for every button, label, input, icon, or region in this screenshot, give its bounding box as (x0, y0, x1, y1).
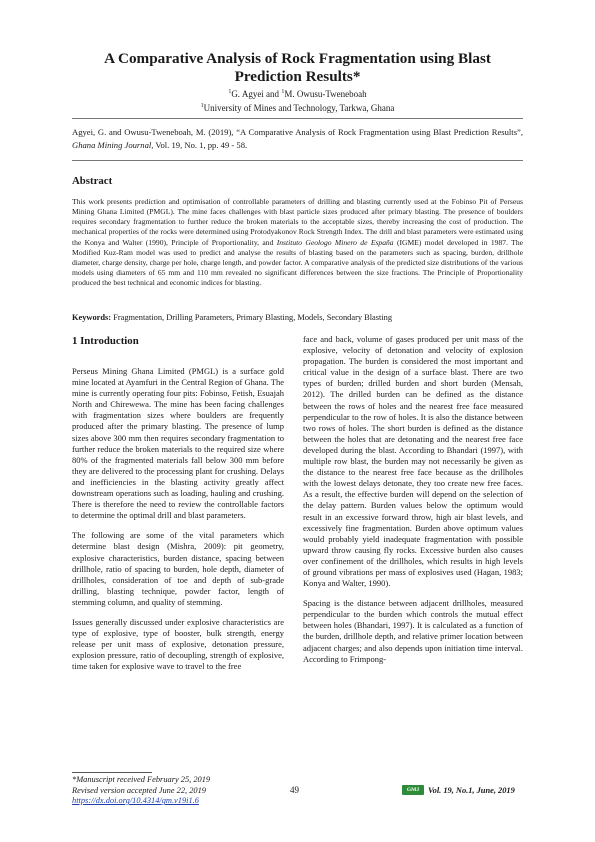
author-first: G. Agyei and (231, 89, 282, 99)
author-sup-1: 1 (228, 89, 232, 95)
footnote-accepted: Revised version accepted June 22, 2019 (72, 785, 206, 795)
title-line-1: A Comparative Analysis of Rock Fragmentation using Blast (104, 50, 491, 67)
abstract-text (72, 197, 523, 288)
journal-footer (402, 785, 515, 795)
section-heading-introduction: 1 Introduction (72, 335, 139, 347)
affiliation-sup: 1 (200, 102, 204, 109)
keywords (72, 312, 523, 323)
citation-rule (72, 160, 523, 161)
citation-after: Vol. 19, No. 1, pp. 49 - 58. (153, 139, 248, 150)
author-sup-2: 1 (281, 89, 285, 95)
title-line-2: Prediction Results* (234, 68, 361, 85)
authors-block (60, 87, 535, 114)
top-rule (72, 118, 523, 119)
citation-before: Agyei, G. and Owusu-Tweneboah, M. (2019), “A Comparative Analysis of Rock Fragmentation using Blast Prediction Results”, (72, 127, 523, 137)
left-paragraph-2: The following are some of the vital parameters which determine blast design (Mishra, 2009): pit geometry, explosive characteristics, burden distance, spacing between drillhole, ratio of spacing to burden, hole depth, diameter of drillholes, consideration of toe and depth of sub-grade drilling, blasting technique, powder factor, length of stemming column, and quality of stemming. (72, 530, 284, 607)
citation (72, 126, 523, 151)
right-paragraph-1: face and back, volume of gases produced per unit mass of the explosive, velocity of detonation and velocity of explosion propagation. The burden is considered the most important and critical value in the design of a surface blast. There are two types of burden; drilled burden and short burden (Mensah, 2012). The drilled burden can be defined as the distance between the rows of holes and the nearest free face measured perpendicular to the row of holes. It is also the distance between two rows of holes. The short burden is defined as the distance between the holes that are detonating and the nearest free face developed during the blast. According to Bhandari (1997), with multiple row blast, the burden may not necessarily be given as the distance to the nearest free face because as the drillholes with the lowest delays detonate, they too create new free faces. As a result, the effective burden will depend on the selection of the delay pattern. Burden values below the optimum would result in an excessive forward throw, high air blast levels, and excessively fine fragmentation. Burden above optimum values would probably yield inadequate fragmentation with possible upward throw causing fly rocks. Excessive burden also causes over confinement of the drillholes, which results in high levels of ground vibrations per mass of explosives used (Hagan, 1983; Konya and Walter, 1990). (303, 334, 523, 589)
doi-link[interactable]: https://dx.doi.org/10.4314/gm.v19i1.6 (72, 796, 199, 806)
journal-logo-icon: GMJ (402, 785, 424, 795)
affiliation (60, 101, 535, 115)
citation-journal: Ghana Mining Journal, (72, 139, 154, 150)
author-second: M. Owusu-Tweneboah (284, 89, 367, 99)
footnote-rule (72, 772, 152, 773)
footnote (72, 775, 210, 807)
abstract-italic: Instituto Geologo Minero de España (276, 237, 394, 247)
keywords-list: Fragmentation, Drilling Parameters, Primary Blasting, Models, Secondary Blasting (111, 313, 393, 322)
page-number: 49 (290, 785, 299, 795)
abstract-part-1: This work presents prediction and optimisation of controllable parameters of drilling and blasting currently used at the Fobinso Pit of Perseus Mining Ghana Limited (PMGL). The mine faces challenges with blast particle sizes produced after primary blasting. The presence of boulders requires secondary fragmentation to further reduce the broken materials to the acceptable sizes, thereby increasing the cost of production. The mechanical properties of the rocks were determined using Protodyakonov Rock Strength Index. The drill and blast parameters were estimated using the Konya and Walter (1990), Principle of Proportionality, and (72, 197, 523, 247)
left-paragraph-3: Issues generally discussed under explosive characteristics are type of explosive, type of booster, bulk strength, energy release per unit mass of explosive, detonation pressure, explosion pressure, ratio of decoupling, strength of explosive, time taken for explosive wave to travel to the free (72, 616, 284, 672)
left-column (72, 366, 284, 681)
right-column (303, 334, 523, 674)
keywords-label: Keywords: (72, 313, 112, 322)
affiliation-text: University of Mines and Technology, Tarkwa, Ghana (203, 102, 395, 113)
left-paragraph-1: Perseus Mining Ghana Limited (PMGL) is a surface gold mine located at Ayamfuri in the Central Region of Ghana. The mine is currently operating four pits: Fobinso, Fetish, Esuajah North and Chirewewa. The mine has been facing challenges with fragmentation sizes where boulders are frequently produced after the primary blasting. The presence of lump sizes above 300 mm then requires secondary fragmentation to further reduce the broken materials to the required size where 80% of the fragmented materials fall below 300 mm before they are delivered to the processing plant for crushing. Delays and inefficiencies in the blasting activity greatly affect downstream operations such as loading, hauling and crushing. There is therefore the need to review the controllable factors to determine the optimal drill and blast parameters. (72, 366, 284, 521)
journal-volume: Vol. 19, No.1, June, 2019 (428, 785, 515, 795)
author-names (60, 87, 535, 101)
abstract-heading: Abstract (72, 175, 113, 187)
abstract-part-2: (IGME) model developed in 1987. The Modified Kuz-Ram model was used to predict and analyse the results of blasting based on the parameters such as spacing, burden, drillhole diameter, charge density, charge per hole, charge length, and powder factor. A comparative analysis of the predicted size distributions of the various models using diameters of 65 mm and 110 mm revealed no significant differences between the size fractions. The Principle of Proportionality produced the best technical and economic indices for blasting. (72, 237, 523, 288)
right-paragraph-2: Spacing is the distance between adjacent drillholes, measured perpendicular to the burden which controls the mutual effect between holes (Bhandari, 1997). It is calculated as a function of the burden, drillhole depth, and relative primer location between adjacent charges; and also depends upon initiation time interval. According to Frimpong- (303, 598, 523, 664)
footnote-received: *Manuscript received February 25, 2019 (72, 775, 211, 784)
paper-title (60, 50, 535, 86)
